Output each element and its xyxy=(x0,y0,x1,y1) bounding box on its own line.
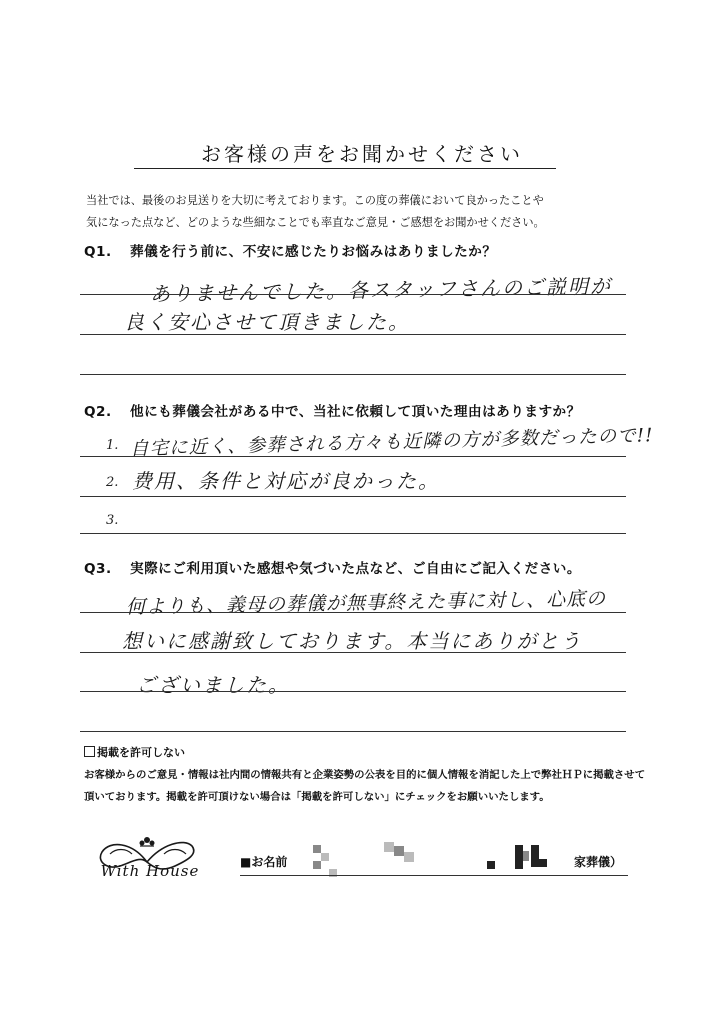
q2-item-1-rule xyxy=(80,456,626,457)
q2-question xyxy=(84,400,581,420)
q3-answer-line-2: 想いに感謝致しております。本当にありがとう xyxy=(122,629,583,653)
q1-answer-line-1: ありませんでした。各スタッフさんのご説明が xyxy=(149,273,613,307)
q2-item-1-text: 自宅に近く、参葬される方々も近隣の方が多数だったので!! xyxy=(129,425,654,460)
q3-answer-rule-3 xyxy=(80,691,626,692)
intro-line-2: 気になった点など、どのような些細なことでも率直なご意見・ご感想をお聞かせください。 xyxy=(86,216,545,229)
name-label: ■お名前 xyxy=(240,855,288,869)
q1-answer-rule-2 xyxy=(80,334,626,335)
q3-number: Q3. xyxy=(84,561,112,577)
q2-item-3-rule xyxy=(80,533,626,534)
q3-question xyxy=(84,557,581,577)
q3-answer-line-3: ございました。 xyxy=(136,673,290,697)
notice-line-2: 頂いております。掲載を許可頂けない場合は「掲載を許可しない」にチェックをお願いいたします。 xyxy=(84,791,550,803)
q2-item-2-text: 费用、条件と対応が良かった。 xyxy=(132,469,440,493)
intro-line-1: 当社では、最後のお見送りを大切に考えております。この度の葬儀において良かったことや xyxy=(86,194,544,207)
q2-item-1-number: 1. xyxy=(106,438,119,453)
q2-item-2-number: 2. xyxy=(106,475,119,490)
name-underline xyxy=(240,875,628,876)
q1-number: Q1. xyxy=(84,244,112,260)
q2-item-3-number: 3. xyxy=(106,513,119,528)
logo-wordmark: With House xyxy=(100,862,200,880)
title-underline xyxy=(134,168,556,169)
q1-answer-rule-3 xyxy=(80,374,626,375)
redacted-name-part-3 xyxy=(481,845,551,875)
q1-question-text: 葬儀を行う前に、不安に感じたりお悩みはありましたか？ xyxy=(130,244,497,260)
q2-item-2-rule xyxy=(80,496,626,497)
redacted-name-part-2 xyxy=(384,842,420,866)
q3-answer-rule-1 xyxy=(80,612,626,613)
name-suffix: 家葬儀） xyxy=(574,855,623,869)
intro-text xyxy=(86,190,646,234)
q1-answer-line-2: 良く安心させて頂きました。 xyxy=(124,310,410,334)
q1-answer-rule-1 xyxy=(80,294,626,295)
q1-question xyxy=(84,240,496,260)
q3-answer-rule-2 xyxy=(80,652,626,653)
q3-answer-line-1: 何よりも、義母の葬儀が無事終えた事に対し、心底の xyxy=(125,587,607,619)
notice-line-1: お客様からのご意見・情報は社内間の情報共有と企業姿勢の公表を目的に個人情報を消記した上で弊社ＨＰに掲載させて xyxy=(84,769,646,781)
page-title: お客様の声をお聞かせください xyxy=(201,142,523,166)
q2-number: Q2. xyxy=(84,404,112,420)
no-publish-option[interactable] xyxy=(84,744,185,760)
q3-question-text: 実際にご利用頂いた感想や気づいた点など、ご自由にご記入ください。 xyxy=(130,561,581,577)
no-publish-label: 掲載を許可しない xyxy=(97,746,185,759)
no-publish-checkbox[interactable] xyxy=(84,746,95,757)
q3-answer-rule-4 xyxy=(80,731,626,732)
q2-question-text: 他にも葬儀会社がある中で、当社に依頼して頂いた理由はありますか？ xyxy=(130,404,581,420)
